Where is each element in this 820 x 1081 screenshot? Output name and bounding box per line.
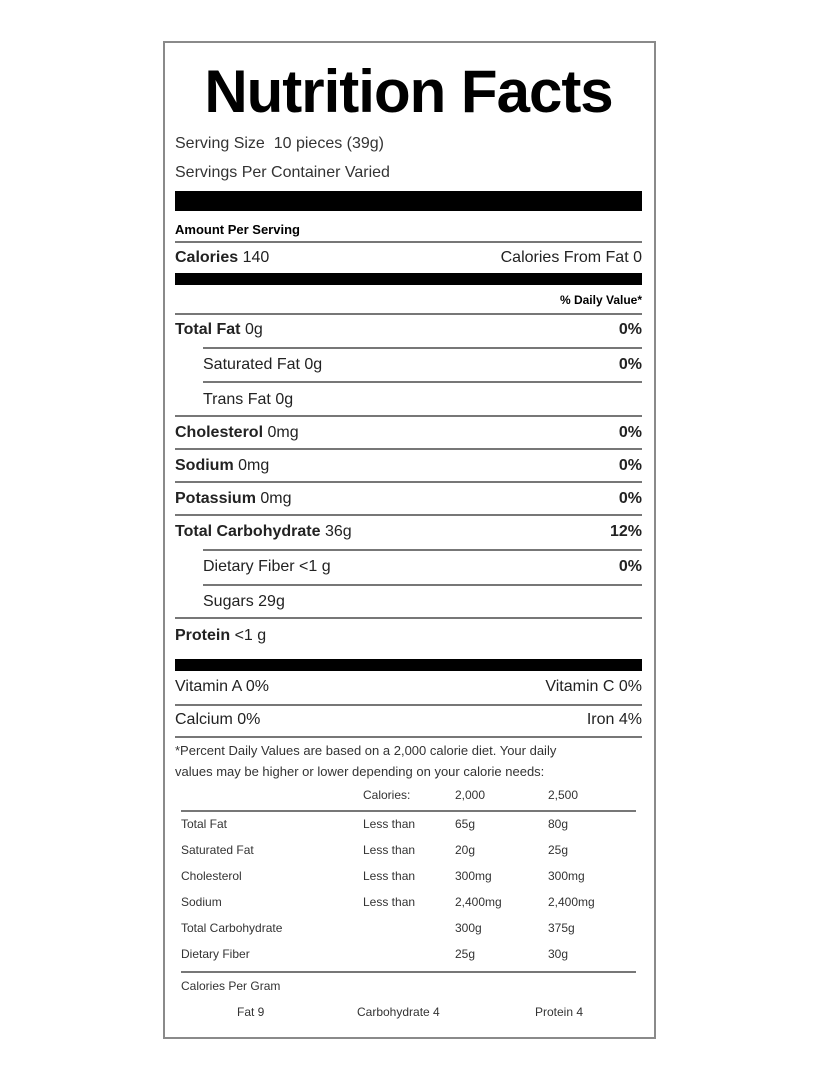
table-row bbox=[181, 921, 636, 943]
table-row bbox=[181, 817, 636, 839]
table-cell: 65g bbox=[455, 817, 476, 831]
nutrient-name: Saturated Fat bbox=[203, 356, 300, 373]
table-cell: 80g bbox=[548, 817, 569, 831]
divider bbox=[175, 617, 642, 619]
divider bbox=[203, 347, 642, 349]
nutrient-amount: 0g bbox=[304, 356, 323, 373]
divider bbox=[181, 810, 636, 812]
table-cell: 2,400mg bbox=[455, 895, 502, 909]
nutrient-name: Dietary Fiber bbox=[203, 558, 295, 575]
table-header-row bbox=[181, 788, 636, 810]
nutrient-amount: 0mg bbox=[267, 424, 299, 441]
calcium: Calcium 0% bbox=[175, 711, 261, 728]
calories-per-gram-fat: Fat 9 bbox=[237, 1005, 265, 1019]
table-cell: Total Fat bbox=[181, 817, 228, 831]
nutrient-dv: 0% bbox=[618, 321, 642, 338]
calories-per-gram-label: Calories Per Gram bbox=[181, 979, 281, 993]
vitamin-c: Vitamin C 0% bbox=[545, 678, 642, 695]
nutrient-amount: 29g bbox=[258, 593, 285, 610]
footnote-line: values may be higher or lower depending on your calorie needs: bbox=[175, 764, 545, 779]
table-cell: 300g bbox=[455, 921, 482, 935]
table-cell: 30g bbox=[548, 947, 569, 961]
nutrient-row-saturated-fat bbox=[175, 351, 642, 379]
table-cell: 300mg bbox=[455, 869, 492, 883]
nutrient-dv: 0% bbox=[618, 457, 642, 474]
table-cell: Cholesterol bbox=[181, 869, 242, 883]
table-cell: 2,400mg bbox=[548, 895, 595, 909]
table-row bbox=[181, 843, 636, 865]
nutrient-row-dietary-fiber bbox=[175, 553, 642, 581]
medium-divider bbox=[175, 659, 642, 671]
nutrient-name: Protein bbox=[175, 627, 231, 644]
calories-label: Calories bbox=[175, 249, 239, 266]
calories-from-fat: Calories From Fat 0 bbox=[500, 249, 642, 266]
calories-per-gram-protein: Protein 4 bbox=[535, 1005, 584, 1019]
table-cell: Less than bbox=[363, 817, 416, 831]
nutrition-label bbox=[163, 41, 656, 1039]
nutrient-row-total-fat bbox=[175, 316, 642, 344]
footnote-line: *Percent Daily Values are based on a 2,000 calorie diet. Your daily bbox=[175, 743, 557, 758]
table-cell: 25g bbox=[548, 843, 569, 857]
calories-row bbox=[175, 244, 642, 272]
table-header-cell: 2,000 bbox=[455, 788, 486, 802]
nutrient-dv: 0% bbox=[618, 424, 642, 441]
nutrient-name: Trans Fat bbox=[203, 391, 271, 408]
table-cell: Saturated Fat bbox=[181, 843, 254, 857]
label-title: Nutrition Facts bbox=[204, 58, 613, 125]
divider bbox=[175, 241, 642, 243]
divider bbox=[203, 584, 642, 586]
table-header-cell: 2,500 bbox=[548, 788, 579, 802]
vitamins-row-1 bbox=[175, 673, 642, 701]
nutrient-name: Total Carbohydrate bbox=[175, 523, 321, 540]
nutrition-label-body bbox=[175, 43, 642, 1037]
vitamin-a: Vitamin A 0% bbox=[175, 678, 269, 695]
table-cell: Dietary Fiber bbox=[181, 947, 250, 961]
nutrient-row-trans-fat bbox=[175, 386, 642, 414]
nutrient-amount: <1 g bbox=[299, 558, 331, 575]
nutrient-dv: 0% bbox=[618, 356, 642, 373]
nutrient-dv: 0% bbox=[618, 490, 642, 507]
divider bbox=[175, 736, 642, 738]
nutrient-name: Total Fat bbox=[175, 321, 241, 338]
thick-divider bbox=[175, 191, 642, 211]
table-cell: Less than bbox=[363, 895, 416, 909]
divider bbox=[181, 971, 636, 973]
table-cell: Less than bbox=[363, 869, 416, 883]
daily-value-table bbox=[181, 788, 636, 1028]
vitamins-row-2 bbox=[175, 706, 642, 734]
divider bbox=[175, 481, 642, 483]
nutrient-amount: 36g bbox=[324, 523, 352, 540]
divider bbox=[175, 448, 642, 450]
nutrient-dv: 12% bbox=[609, 523, 642, 540]
table-cell: 300mg bbox=[548, 869, 585, 883]
table-cell: Total Carbohydrate bbox=[181, 921, 283, 935]
nutrient-name: Sugars bbox=[203, 593, 254, 610]
divider bbox=[175, 514, 642, 516]
table-row bbox=[181, 895, 636, 917]
medium-divider bbox=[175, 273, 642, 285]
divider bbox=[175, 415, 642, 417]
calories-per-gram-row bbox=[181, 979, 636, 1001]
amount-per-serving: Amount Per Serving bbox=[175, 221, 300, 237]
table-cell: 375g bbox=[548, 921, 575, 935]
nutrient-name: Potassium bbox=[175, 490, 256, 507]
nutrient-row-sodium bbox=[175, 452, 642, 480]
calories-per-gram-values bbox=[181, 1005, 636, 1027]
nutrient-amount: 0mg bbox=[260, 490, 292, 507]
calories-value: 140 bbox=[242, 249, 270, 266]
divider bbox=[203, 381, 642, 383]
nutrient-row-cholesterol bbox=[175, 419, 642, 447]
servings-per-container: Servings Per Container Varied bbox=[175, 164, 390, 181]
daily-value-header-row bbox=[175, 286, 642, 314]
calories-per-gram-carbohydrate: Carbohydrate 4 bbox=[357, 1005, 440, 1019]
iron: Iron 4% bbox=[586, 711, 642, 728]
divider bbox=[175, 313, 642, 315]
footnote bbox=[175, 740, 642, 782]
table-cell: 20g bbox=[455, 843, 476, 857]
calories bbox=[175, 249, 269, 267]
table-row bbox=[181, 869, 636, 891]
nutrient-row-sugars bbox=[175, 588, 642, 616]
table-cell: Sodium bbox=[181, 895, 222, 909]
table-row bbox=[181, 947, 636, 969]
daily-value-header: % Daily Value* bbox=[559, 293, 642, 307]
amount-per-serving-row bbox=[175, 215, 642, 243]
nutrient-row-total-carbohydrate bbox=[175, 518, 642, 546]
nutrient-row-protein bbox=[175, 622, 642, 650]
nutrient-amount: <1 g bbox=[234, 627, 267, 644]
nutrient-row-potassium bbox=[175, 485, 642, 513]
nutrient-name: Cholesterol bbox=[175, 424, 264, 441]
nutrient-dv: 0% bbox=[618, 558, 642, 575]
nutrient-amount: 0g bbox=[275, 391, 294, 408]
table-cell: Less than bbox=[363, 843, 416, 857]
table-cell: 25g bbox=[455, 947, 476, 961]
serving-size-value: 10 pieces (39g) bbox=[273, 135, 385, 152]
nutrient-amount: 0mg bbox=[238, 457, 270, 474]
nutrient-amount: 0g bbox=[244, 321, 263, 338]
table-header-cell: Calories: bbox=[363, 788, 411, 802]
serving-size-label: Serving Size bbox=[175, 135, 265, 152]
nutrient-name: Sodium bbox=[175, 457, 234, 474]
serving-size bbox=[175, 135, 384, 153]
divider bbox=[203, 549, 642, 551]
